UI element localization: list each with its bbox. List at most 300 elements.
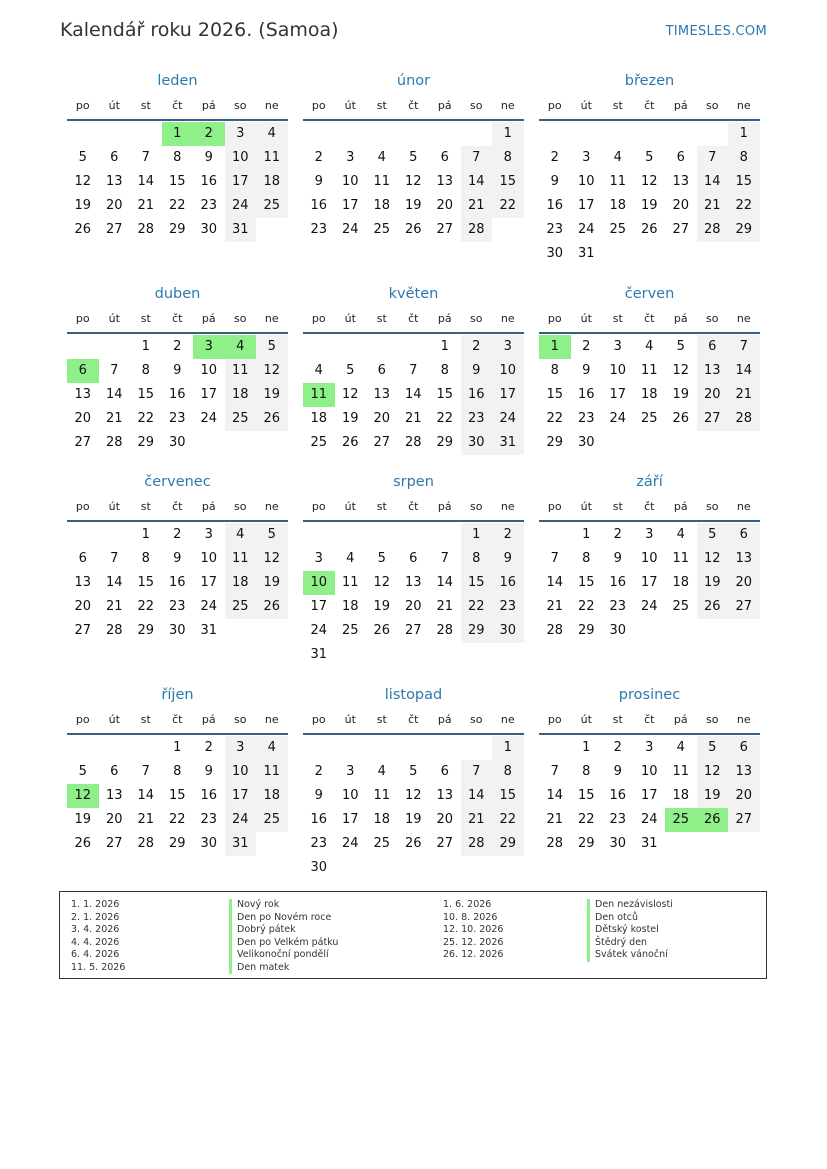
holiday-day: 10: [303, 571, 335, 595]
day-cell: 19: [373, 599, 391, 614]
day-cell: 28: [105, 623, 123, 638]
month-name: srpen: [393, 474, 434, 490]
day-cell: 26: [256, 407, 288, 431]
day-cell: 13: [436, 788, 454, 803]
weekday-header: út: [580, 99, 592, 112]
day-cell: 21: [697, 194, 729, 218]
day-cell: 31: [225, 218, 257, 242]
header-rule: [67, 520, 288, 522]
day-cell: 1: [582, 527, 591, 542]
day-cell: 31: [225, 832, 257, 856]
day-cell: 2: [204, 740, 213, 755]
weekday-header: po: [311, 99, 326, 112]
day-cell: 12: [341, 387, 359, 402]
day-cell: 15: [168, 174, 186, 189]
day-cell: 5: [676, 339, 685, 354]
weekday-header: so: [234, 99, 247, 112]
day-cell: 28: [461, 218, 493, 242]
day-cell: 31: [640, 836, 658, 851]
day-cell: 10: [200, 363, 218, 378]
day-cell: 21: [728, 383, 760, 407]
day-cell: 21: [436, 599, 454, 614]
weekday-header: po: [547, 713, 562, 726]
day-cell: 28: [461, 832, 493, 856]
day-cell: 15: [461, 571, 493, 595]
day-cell: 1: [728, 122, 760, 146]
day-cell: 22: [728, 194, 760, 218]
day-cell: 26: [373, 623, 391, 638]
day-cell: 25: [672, 599, 690, 614]
day-cell: 23: [546, 222, 564, 237]
day-cell: 17: [577, 198, 595, 213]
holiday-day: 2: [193, 122, 225, 146]
weekday-header: so: [234, 713, 247, 726]
legend-date: 12. 10. 2026: [443, 924, 504, 935]
weekday-header: po: [75, 312, 90, 325]
day-cell: 28: [137, 222, 155, 237]
weekday-header: st: [376, 312, 387, 325]
day-cell: 1: [582, 740, 591, 755]
day-cell: 16: [310, 198, 328, 213]
day-cell: 8: [492, 146, 524, 170]
day-cell: 20: [728, 784, 760, 808]
weekday-header: čt: [408, 312, 419, 325]
weekday-header: ne: [500, 312, 515, 325]
weekday-header: po: [311, 500, 326, 513]
day-cell: 30: [492, 619, 524, 643]
day-cell: 15: [137, 387, 155, 402]
day-cell: 24: [609, 411, 627, 426]
day-cell: 13: [672, 174, 690, 189]
day-cell: 7: [110, 551, 119, 566]
weekday-header: ne: [500, 99, 515, 112]
day-cell: 22: [492, 194, 524, 218]
day-cell: 21: [105, 599, 123, 614]
day-cell: 2: [173, 527, 182, 542]
legend-holiday-name: Den po Novém roce: [229, 912, 331, 925]
day-cell: 23: [609, 812, 627, 827]
day-cell: 23: [577, 411, 595, 426]
day-cell: 18: [672, 788, 690, 803]
day-cell: 20: [404, 599, 422, 614]
day-cell: 30: [310, 860, 328, 875]
day-cell: 19: [404, 812, 422, 827]
day-cell: 15: [577, 788, 595, 803]
day-cell: 24: [640, 812, 658, 827]
site-link[interactable]: TIMESLES.COM: [665, 24, 767, 39]
legend-holiday-name: Dobrý pátek: [229, 924, 296, 937]
weekday-header: ne: [736, 500, 751, 513]
day-cell: 12: [640, 174, 658, 189]
day-cell: 14: [697, 170, 729, 194]
day-cell: 9: [613, 551, 622, 566]
day-cell: 9: [204, 764, 213, 779]
weekday-header: čt: [172, 713, 183, 726]
day-cell: 16: [609, 575, 627, 590]
day-cell: 12: [373, 575, 391, 590]
day-cell: 12: [256, 359, 288, 383]
day-cell: 1: [141, 527, 150, 542]
day-cell: 12: [672, 363, 690, 378]
day-cell: 22: [577, 599, 595, 614]
day-cell: 29: [492, 832, 524, 856]
holiday-day: 6: [67, 359, 99, 383]
day-cell: 5: [78, 150, 87, 165]
day-cell: 21: [546, 599, 564, 614]
day-cell: 8: [582, 764, 591, 779]
day-cell: 13: [373, 387, 391, 402]
legend-date: 25. 12. 2026: [443, 936, 504, 948]
day-cell: 1: [173, 740, 182, 755]
day-cell: 15: [728, 170, 760, 194]
day-cell: 13: [105, 788, 123, 803]
holiday-day: 12: [67, 784, 99, 808]
day-cell: 24: [640, 599, 658, 614]
day-cell: 18: [256, 170, 288, 194]
day-cell: 19: [672, 387, 690, 402]
day-cell: 9: [492, 547, 524, 571]
weekday-header: pá: [201, 312, 216, 325]
day-cell: 10: [640, 764, 658, 779]
day-cell: 1: [492, 736, 524, 760]
day-cell: 26: [404, 836, 422, 851]
header-rule: [539, 332, 760, 334]
day-cell: 23: [168, 599, 186, 614]
day-cell: 30: [546, 246, 564, 261]
legend-holiday-name: Štědrý den: [587, 937, 647, 950]
weekday-header: st: [140, 99, 151, 112]
day-cell: 7: [550, 551, 559, 566]
weekday-header: po: [547, 99, 562, 112]
day-cell: 14: [461, 170, 493, 194]
weekday-header: čt: [644, 713, 655, 726]
day-cell: 2: [613, 740, 622, 755]
day-cell: 13: [436, 174, 454, 189]
day-cell: 7: [141, 764, 150, 779]
day-cell: 13: [74, 387, 92, 402]
day-cell: 31: [492, 431, 524, 455]
day-cell: 27: [373, 435, 391, 450]
weekday-header: ne: [736, 713, 751, 726]
weekday-header: st: [612, 713, 623, 726]
weekday-header: so: [234, 312, 247, 325]
day-cell: 30: [168, 435, 186, 450]
day-cell: 16: [577, 387, 595, 402]
day-cell: 9: [314, 174, 323, 189]
day-cell: 27: [74, 435, 92, 450]
day-cell: 1: [461, 523, 493, 547]
header-rule: [303, 733, 524, 735]
weekday-header: ne: [736, 99, 751, 112]
day-cell: 3: [645, 740, 654, 755]
legend-date: 6. 4. 2026: [71, 949, 120, 960]
day-cell: 13: [728, 547, 760, 571]
day-cell: 29: [168, 836, 186, 851]
weekday-header: pá: [673, 713, 688, 726]
weekday-header: so: [470, 99, 483, 112]
day-cell: 17: [200, 387, 218, 402]
legend-date: 10. 8. 2026: [443, 911, 498, 923]
day-cell: 26: [697, 595, 729, 619]
day-cell: 8: [728, 146, 760, 170]
day-cell: 4: [676, 527, 685, 542]
day-cell: 8: [550, 363, 559, 378]
day-cell: 2: [550, 150, 559, 165]
weekday-header: pá: [437, 99, 452, 112]
day-cell: 15: [137, 575, 155, 590]
month-name: prosinec: [618, 687, 681, 703]
day-cell: 13: [105, 174, 123, 189]
day-cell: 16: [609, 788, 627, 803]
day-cell: 23: [609, 599, 627, 614]
day-cell: 5: [409, 764, 418, 779]
day-cell: 11: [225, 359, 257, 383]
day-cell: 14: [461, 784, 493, 808]
day-cell: 8: [141, 363, 150, 378]
day-cell: 18: [672, 575, 690, 590]
header-rule: [303, 332, 524, 334]
day-cell: 4: [676, 740, 685, 755]
month-name: září: [636, 474, 663, 490]
day-cell: 3: [225, 122, 257, 146]
day-cell: 9: [550, 174, 559, 189]
day-cell: 24: [310, 623, 328, 638]
month-name: únor: [396, 73, 431, 89]
weekday-header: po: [75, 99, 90, 112]
day-cell: 17: [609, 387, 627, 402]
day-cell: 18: [640, 387, 658, 402]
day-cell: 29: [137, 435, 155, 450]
header-rule: [303, 520, 524, 522]
day-cell: 23: [492, 595, 524, 619]
day-cell: 27: [697, 407, 729, 431]
weekday-header: so: [706, 99, 719, 112]
day-cell: 11: [225, 547, 257, 571]
day-cell: 25: [225, 595, 257, 619]
day-cell: 5: [697, 736, 729, 760]
month-name: červenec: [144, 474, 211, 490]
day-cell: 18: [225, 571, 257, 595]
day-cell: 19: [74, 812, 92, 827]
day-cell: 28: [436, 623, 454, 638]
day-cell: 4: [256, 122, 288, 146]
day-cell: 15: [492, 170, 524, 194]
day-cell: 1: [492, 122, 524, 146]
day-cell: 20: [74, 599, 92, 614]
day-cell: 10: [341, 788, 359, 803]
day-cell: 7: [461, 146, 493, 170]
legend-holiday-name: Velikonoční pondělí: [229, 949, 329, 962]
day-cell: 18: [609, 198, 627, 213]
weekday-header: st: [376, 713, 387, 726]
day-cell: 12: [74, 174, 92, 189]
weekday-header: so: [470, 312, 483, 325]
day-cell: 24: [225, 194, 257, 218]
month-name: říjen: [161, 687, 194, 703]
weekday-header: so: [470, 500, 483, 513]
day-cell: 28: [137, 836, 155, 851]
weekday-header: út: [344, 500, 356, 513]
day-cell: 5: [697, 523, 729, 547]
day-cell: 29: [577, 836, 595, 851]
weekday-header: po: [75, 500, 90, 513]
day-cell: 28: [546, 623, 564, 638]
day-cell: 6: [409, 551, 418, 566]
day-cell: 5: [377, 551, 386, 566]
legend-date: 26. 12. 2026: [443, 949, 504, 960]
day-cell: 7: [697, 146, 729, 170]
legend-date: 4. 4. 2026: [71, 936, 120, 948]
day-cell: 27: [404, 623, 422, 638]
day-cell: 10: [640, 551, 658, 566]
day-cell: 16: [168, 575, 186, 590]
day-cell: 16: [461, 383, 493, 407]
day-cell: 4: [377, 150, 386, 165]
day-cell: 11: [672, 764, 690, 779]
month-name: leden: [157, 73, 198, 89]
day-cell: 28: [404, 435, 422, 450]
day-cell: 20: [373, 411, 391, 426]
weekday-header: st: [612, 312, 623, 325]
weekday-header: st: [140, 312, 151, 325]
day-cell: 6: [110, 764, 119, 779]
day-cell: 21: [404, 411, 422, 426]
day-cell: 5: [346, 363, 355, 378]
weekday-header: st: [140, 500, 151, 513]
day-cell: 17: [341, 812, 359, 827]
day-cell: 3: [613, 339, 622, 354]
legend-date: 11. 5. 2026: [71, 961, 126, 973]
holiday-day: 25: [665, 808, 697, 832]
weekday-header: čt: [408, 713, 419, 726]
day-cell: 25: [373, 222, 391, 237]
day-cell: 15: [168, 788, 186, 803]
legend-date: 3. 4. 2026: [71, 924, 120, 935]
day-cell: 3: [645, 527, 654, 542]
day-cell: 24: [492, 407, 524, 431]
day-cell: 19: [404, 198, 422, 213]
day-cell: 24: [225, 808, 257, 832]
month-name: květen: [388, 286, 439, 302]
day-cell: 10: [609, 363, 627, 378]
day-cell: 19: [256, 383, 288, 407]
day-cell: 26: [640, 222, 658, 237]
weekday-header: út: [108, 312, 120, 325]
day-cell: 26: [404, 222, 422, 237]
day-cell: 18: [256, 784, 288, 808]
weekday-header: ne: [264, 713, 279, 726]
day-cell: 3: [492, 335, 524, 359]
day-cell: 17: [225, 170, 257, 194]
day-cell: 2: [582, 339, 591, 354]
day-cell: 7: [409, 363, 418, 378]
day-cell: 9: [314, 788, 323, 803]
day-cell: 29: [461, 619, 493, 643]
day-cell: 2: [613, 527, 622, 542]
day-cell: 5: [256, 523, 288, 547]
legend-date: 1. 6. 2026: [443, 899, 492, 910]
holiday-day: 4: [225, 335, 257, 359]
day-cell: 16: [200, 174, 218, 189]
header-rule: [303, 119, 524, 121]
day-cell: 18: [341, 599, 359, 614]
day-cell: 4: [256, 736, 288, 760]
day-cell: 4: [346, 551, 355, 566]
day-cell: 4: [645, 339, 654, 354]
weekday-header: po: [547, 500, 562, 513]
day-cell: 18: [373, 812, 391, 827]
day-cell: 29: [728, 218, 760, 242]
day-cell: 3: [225, 736, 257, 760]
weekday-header: ne: [264, 312, 279, 325]
header-rule: [539, 520, 760, 522]
day-cell: 30: [168, 623, 186, 638]
day-cell: 7: [461, 760, 493, 784]
legend-date: 2. 1. 2026: [71, 911, 120, 923]
weekday-header: po: [547, 312, 562, 325]
day-cell: 7: [550, 764, 559, 779]
day-cell: 17: [341, 198, 359, 213]
day-cell: 10: [492, 359, 524, 383]
legend-holiday-name: Den otců: [587, 912, 638, 925]
holiday-day: 26: [697, 808, 729, 832]
header-rule: [67, 332, 288, 334]
day-cell: 11: [609, 174, 627, 189]
weekday-header: po: [311, 312, 326, 325]
weekday-header: so: [706, 500, 719, 513]
day-cell: 22: [168, 198, 186, 213]
weekday-header: pá: [201, 500, 216, 513]
day-cell: 30: [609, 623, 627, 638]
day-cell: 21: [137, 812, 155, 827]
day-cell: 29: [577, 623, 595, 638]
day-cell: 2: [173, 339, 182, 354]
weekday-header: st: [612, 99, 623, 112]
holiday-legend: [59, 891, 767, 979]
day-cell: 27: [105, 836, 123, 851]
day-cell: 26: [256, 595, 288, 619]
day-cell: 2: [314, 150, 323, 165]
day-cell: 19: [74, 198, 92, 213]
day-cell: 12: [404, 174, 422, 189]
weekday-header: pá: [201, 99, 216, 112]
day-cell: 22: [461, 595, 493, 619]
day-cell: 3: [204, 527, 213, 542]
month-name: duben: [154, 286, 201, 302]
holiday-day: 1: [162, 122, 194, 146]
day-cell: 28: [546, 836, 564, 851]
day-cell: 16: [492, 571, 524, 595]
day-cell: 3: [346, 150, 355, 165]
weekday-header: ne: [264, 99, 279, 112]
page-title: Kalendář roku 2026. (Samoa): [60, 19, 339, 41]
weekday-header: st: [376, 500, 387, 513]
weekday-header: út: [344, 99, 356, 112]
day-cell: 22: [137, 599, 155, 614]
day-cell: 26: [74, 836, 92, 851]
day-cell: 30: [461, 431, 493, 455]
day-cell: 21: [461, 194, 493, 218]
day-cell: 17: [640, 788, 658, 803]
weekday-header: út: [344, 312, 356, 325]
day-cell: 7: [110, 363, 119, 378]
day-cell: 9: [204, 150, 213, 165]
weekday-header: so: [706, 312, 719, 325]
day-cell: 12: [256, 547, 288, 571]
day-cell: 1: [141, 339, 150, 354]
weekday-header: so: [470, 713, 483, 726]
day-cell: 23: [461, 407, 493, 431]
